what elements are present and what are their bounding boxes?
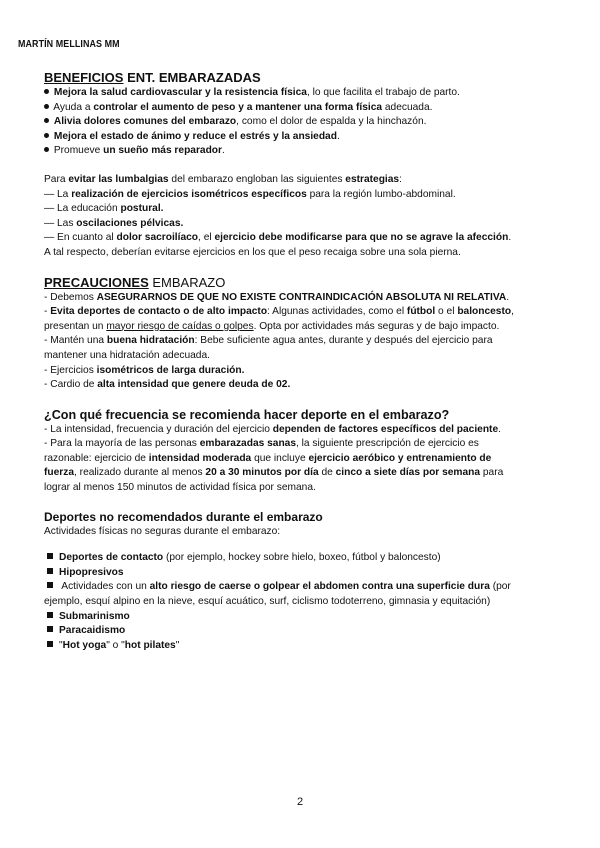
precauciones-title: PRECAUCIONES EMBARAZO (44, 274, 226, 290)
deporte-item-cont: ejemplo, esquí alpino en la nieve, esquí acuático, surf, ciclismo todoterreno, gimnasia y equitación) (44, 596, 491, 608)
frecuencia-line: fuerza, realizado durante al menos 20 a 30 minutos por día de cinco a siete días por semana para (44, 467, 504, 479)
deportes-title: Deportes no recomendados durante el embarazo (44, 509, 323, 524)
deporte-item: Paracaidismo (44, 624, 564, 639)
lumbalgias-note: A tal respecto, deberían evitarse ejercicios en los que el peso recaiga sobre una sola pierna. (44, 246, 461, 258)
bullet-icon (44, 89, 49, 94)
frecuencia-line: lograr al menos 150 minutos de actividad física por semana. (44, 482, 316, 494)
frecuencia-line: - La intensidad, frecuencia y duración del ejercicio dependen de factores específicos del paciente. (44, 423, 501, 435)
square-bullet-icon (47, 582, 53, 588)
square-bullet-icon (47, 568, 53, 574)
beneficio-item: Mejora el estado de ánimo y reduce el estrés y la ansiedad. (44, 130, 564, 145)
bullet-icon (44, 104, 49, 109)
beneficio-item: Ayuda a controlar el aumento de peso y a mantener una forma física adecuada. (44, 101, 564, 116)
precaucion-item: - Debemos ASEGURARNOS DE QUE NO EXISTE CONTRAINDICACIÓN ABSOLUTA NI RELATIVA. (44, 291, 510, 303)
beneficio-item: Alivia dolores comunes del embarazo, como el dolor de espalda y la hinchazón. (44, 115, 564, 130)
precaucion-item: - Evita deportes de contacto o de alto impacto: Algunas actividades, como el fútbol o el baloncesto, (44, 306, 514, 318)
precaucion-item-cont: mantener una hidratación adecuada. (44, 349, 210, 361)
square-bullet-icon (47, 612, 53, 618)
lumbalgias-item: — En cuanto al dolor sacroilíaco, el ejercicio debe modificarse para que no se agrave la afección. (44, 232, 512, 244)
precaucion-item: - Ejercicios isométricos de larga duración. (44, 364, 245, 376)
beneficio-item: Mejora la salud cardiovascular y la resistencia física, lo que facilita el trabajo de parto. (44, 86, 564, 101)
deporte-item: Submarinismo (44, 610, 564, 625)
deporte-item: Deportes de contacto (por ejemplo, hockey sobre hielo, boxeo, fútbol y baloncesto) (44, 551, 564, 566)
deporte-item: "Hot yoga" o "hot pilates" (44, 639, 564, 654)
lumbalgias-intro: Para evitar las lumbalgias del embarazo engloban las siguientes estrategias: (44, 173, 402, 185)
bullet-icon (44, 147, 49, 152)
bullet-icon (44, 133, 49, 138)
lumbalgias-item: — La educación postural. (44, 203, 164, 215)
frecuencia-line: razonable: ejercicio de intensidad moderada que incluye ejercicio aeróbico y entrenamiento de (44, 452, 492, 464)
bullet-icon (44, 118, 49, 123)
deportes-subtitle: Actividades físicas no seguras durante el embarazo: (44, 525, 281, 537)
deporte-item: Hipopresivos (44, 566, 564, 581)
square-bullet-icon (47, 641, 53, 647)
page-number: 2 (296, 796, 304, 808)
square-bullet-icon (47, 553, 53, 559)
precaucion-item: - Mantén una buena hidratación: Bebe suficiente agua antes, durante y después del ejercicio para (44, 335, 493, 347)
beneficios-title: BENEFICIOS ENT. EMBARAZADAS (44, 70, 261, 85)
document-header: MARTÍN MELLINAS MM (18, 38, 120, 50)
frecuencia-line: - Para la mayoría de las personas embarazadas sanas, la siguiente prescripción de ejercicio es (44, 438, 479, 450)
square-bullet-icon (47, 626, 53, 632)
precaucion-item: - Cardio de alta intensidad que genere deuda de 02. (44, 379, 291, 391)
page-content (44, 70, 564, 653)
frecuencia-title: ¿Con qué frecuencia se recomienda hacer deporte en el embarazo? (44, 407, 450, 422)
beneficio-item: Promueve un sueño más reparador. (44, 144, 564, 159)
deporte-item: Actividades con un alto riesgo de caerse o golpear el abdomen contra una superficie dura (por (44, 580, 564, 595)
lumbalgias-item: — Las oscilaciones pélvicas. (44, 217, 184, 229)
lumbalgias-item: — La realización de ejercicios isométricos específicos para la región lumbo-abdominal. (44, 188, 456, 200)
precaucion-item-cont: presentan un mayor riesgo de caídas o golpes. Opta por actividades más seguras y de bajo impacto. (44, 320, 500, 332)
